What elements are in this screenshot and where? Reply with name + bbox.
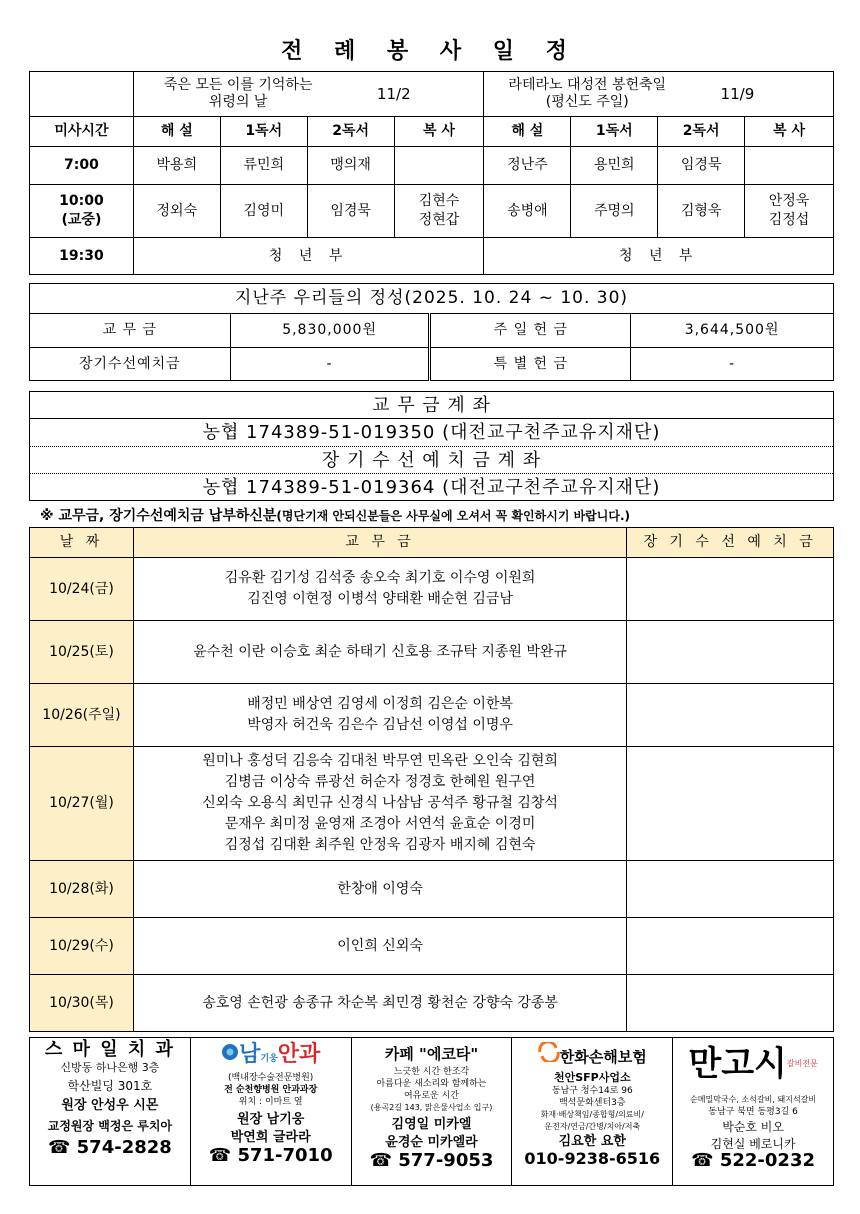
offering-value: 3,644,500원 <box>631 314 834 348</box>
offering-title: 지난주 우리들의 정성(2025. 10. 24 ~ 10. 30) <box>30 284 834 314</box>
header-reading2-2: 2독서 <box>658 117 745 147</box>
feast-1-line2: 위령의 날 <box>208 94 268 110</box>
ad-line: 원장 남기웅 <box>237 1112 305 1127</box>
donor-line: 박영자 허건욱 김은수 김남선 이영섭 이명우 <box>247 717 513 733</box>
donor-repair-cell <box>627 684 834 747</box>
donor-date: 10/30(목) <box>30 975 134 1032</box>
ad-line: 김요한 요한 <box>558 1134 626 1149</box>
cell <box>394 147 484 185</box>
donor-repair-cell <box>627 861 834 918</box>
ad-phone: ☎ 577-9053 <box>369 1150 494 1171</box>
cell: 정난주 <box>484 147 571 185</box>
cell <box>745 147 834 185</box>
ad-insurance <box>512 1038 673 1186</box>
ad-eye-clinic <box>190 1038 351 1186</box>
notice-sub: (명단기재 안되신분들은 사무실에 오셔서 꼭 확인하시기 바랍니다.) <box>276 509 631 523</box>
ad-smile-dental <box>30 1038 191 1186</box>
donor-date: 10/29(수) <box>30 918 134 975</box>
ad-line: 동남구 청수14로 96 <box>551 1086 633 1096</box>
ad-line: 김영일 미카엘 <box>391 1117 472 1132</box>
offering-label: 장기수선예치금 <box>30 348 231 381</box>
ad-name: 카페 "에코타" <box>384 1045 479 1063</box>
corner-cell <box>30 72 134 117</box>
donor-line: 윤수천 이란 이승호 최순 하태기 신호용 조규탁 지종원 박완규 <box>193 643 567 660</box>
ad-line: 동남구 북면 동평3길 6 <box>708 1107 798 1117</box>
cell: 송병애 <box>484 185 571 238</box>
youth-left: 청 년 부 <box>133 238 484 275</box>
donor-line: 김진영 이현정 이병석 양태환 배순현 김금남 <box>247 591 513 607</box>
donor-line: 송호영 손헌광 송종규 차순복 최민경 황천순 강향숙 강종봉 <box>202 994 558 1011</box>
cell: 맹의재 <box>307 147 394 185</box>
account-number-2: 농협 174389-51-019364 (대전교구천주교유지재단) <box>30 474 834 501</box>
time-10-main: 10:00 <box>59 193 104 209</box>
feast-2-line2: (평신도 주일) <box>545 94 629 110</box>
offering-value: 5,830,000원 <box>230 314 430 348</box>
cell <box>745 185 834 238</box>
cell-line: 정현갑 <box>418 212 460 228</box>
donor-line: 신외숙 오용식 최민규 신경식 나삼남 공석주 황규철 김창석 <box>202 795 558 811</box>
feast-1 <box>133 72 484 117</box>
cell: 주명의 <box>571 185 658 238</box>
feast-1-line1: 죽은 모든 이를 기억하는 <box>163 77 313 93</box>
ad-line: 화재·배상책임/종합형/의료비/ <box>540 1110 644 1119</box>
donor-header-date: 날 짜 <box>30 528 134 558</box>
ad-line: 순메밀막국수, 소석갈비, 돼지석갈비 <box>690 1095 817 1104</box>
ad-logo <box>512 1042 672 1070</box>
donor-line: 김병금 이상숙 류광선 허순자 정경호 한혜원 원구연 <box>224 774 536 790</box>
cell-line: 안정욱 <box>768 193 810 209</box>
offering-label: 특 별 헌 금 <box>430 348 631 381</box>
time-1930: 19:30 <box>30 238 134 275</box>
cell: 임경묵 <box>658 147 745 185</box>
donor-table <box>29 527 834 1032</box>
donor-repair-cell <box>627 621 834 684</box>
ad-name: 스 마 일 치 과 <box>44 1039 175 1060</box>
time-10-sub: (교중) <box>61 212 102 228</box>
ad-name: 만고시 <box>688 1044 787 1084</box>
donor-date: 10/26(주일) <box>30 684 134 747</box>
donor-line: 원미나 홍성덕 김응숙 김대천 박무연 민옥란 오인숙 김현희 <box>202 753 558 769</box>
ad-logo-b: 기웅 <box>260 1054 278 1064</box>
ad-restaurant <box>673 1038 834 1186</box>
cell-line: 김정섭 <box>768 212 810 228</box>
header-mass-time: 미사시간 <box>30 117 134 147</box>
ad-phone: ☎ 574-2828 <box>47 1137 172 1158</box>
cell: 김형욱 <box>658 185 745 238</box>
donor-line: 한창애 이영숙 <box>337 880 423 897</box>
ad-phone: ☎ 571-7010 <box>208 1145 333 1166</box>
offering-label: 교 무 금 <box>30 314 231 348</box>
offering-value: - <box>230 348 430 381</box>
time-10 <box>30 185 134 238</box>
cell: 용민희 <box>571 147 658 185</box>
header-commentary: 해 설 <box>133 117 220 147</box>
accounts-table <box>29 391 834 501</box>
header-commentary-2: 해 설 <box>484 117 571 147</box>
ad-logo-c: 안과 <box>277 1042 321 1067</box>
donor-repair-cell <box>627 975 834 1032</box>
header-reading2: 2독서 <box>307 117 394 147</box>
donor-names <box>133 747 626 861</box>
ad-line: (용곡2길 143, 맑은물사업소 입구) <box>370 1103 493 1112</box>
ad-logo-a: 남 <box>239 1042 261 1067</box>
donor-names <box>133 684 626 747</box>
cell-line: 김현수 <box>418 193 460 209</box>
cell <box>394 185 484 238</box>
donor-date: 10/28(화) <box>30 861 134 918</box>
hanwha-logo-icon <box>538 1042 560 1070</box>
ad-line: 김현실 베로니카 <box>710 1137 796 1151</box>
ad-line: 교정원장 백정은 루치아 <box>47 1119 173 1133</box>
account-number-1: 농협 174389-51-019350 (대전교구천주교유지재단) <box>30 419 834 447</box>
ad-line: 학산빌딩 301호 <box>67 1079 153 1093</box>
header-server: 복 사 <box>394 117 484 147</box>
feast-2 <box>484 72 834 117</box>
youth-right: 청 년 부 <box>484 238 834 275</box>
donor-repair-cell <box>627 558 834 621</box>
donor-names <box>133 918 626 975</box>
ad-line: 여유로운 시간 <box>403 1091 459 1101</box>
offering-label: 주 일 헌 금 <box>430 314 631 348</box>
cell: 정외숙 <box>133 185 220 238</box>
ad-line: 전 순천향병원 안과과장 <box>224 1085 318 1095</box>
donor-line: 김유환 김기성 김석중 송오숙 최기호 이수영 이원희 <box>224 570 536 586</box>
donor-date: 10/27(월) <box>30 747 134 861</box>
donor-header-repair: 장 기 수 선 예 치 금 <box>627 528 834 558</box>
donor-names <box>133 621 626 684</box>
ad-line: 신방동 하나은행 3층 <box>60 1061 160 1074</box>
account-title-2: 장 기 수 선 예 치 금 계 좌 <box>30 447 834 474</box>
liturgy-schedule-table <box>29 71 834 275</box>
donor-date: 10/24(금) <box>30 558 134 621</box>
ad-line: 천안SFP사업소 <box>553 1071 631 1084</box>
feast-2-date: 11/9 <box>720 84 755 103</box>
ad-phone: ☎ 522-0232 <box>691 1150 816 1171</box>
ad-logo <box>673 1042 833 1094</box>
page-title: 전 례 봉 사 일 정 <box>281 39 579 64</box>
ad-logo <box>191 1042 351 1072</box>
header-server-2: 복 사 <box>745 117 834 147</box>
ad-cafe <box>351 1038 512 1186</box>
ad-line: 윤경순 미카엘라 <box>385 1135 478 1150</box>
notice <box>40 505 630 525</box>
ad-line: 백석문화센터3층 <box>558 1098 626 1108</box>
ad-line: 원장 안성우 시몬 <box>61 1098 159 1113</box>
donor-names <box>133 558 626 621</box>
ad-line: (백내장수술전문병원) <box>228 1073 314 1083</box>
donor-header-tithe: 교 무 금 <box>133 528 626 558</box>
ad-tag: 갈비전문 <box>786 1059 818 1068</box>
donor-line: 김정섭 김대환 최주원 안정욱 김광자 배지혜 김현숙 <box>224 837 536 853</box>
ad-line: 운전자/연금/간병/치아/저축 <box>544 1122 641 1131</box>
donor-date: 10/25(토) <box>30 621 134 684</box>
cell: 임경묵 <box>307 185 394 238</box>
feast-1-date: 11/2 <box>376 84 411 103</box>
header-reading1: 1독서 <box>220 117 307 147</box>
donor-line: 이인희 신외숙 <box>337 937 423 954</box>
ad-line: 박연희 글라라 <box>230 1130 311 1145</box>
ad-line: 아름다운 새소리와 함께하는 <box>376 1079 487 1089</box>
ad-line: 느긋한 시간 한조각 <box>393 1067 470 1077</box>
donor-repair-cell <box>627 747 834 861</box>
ad-line: 박순호 비오 <box>722 1120 784 1134</box>
cell: 박용희 <box>133 147 220 185</box>
donor-line: 문재우 최미정 윤영재 조경아 서연석 윤효순 이경미 <box>224 816 536 832</box>
time-7: 7:00 <box>30 147 134 185</box>
offering-table <box>29 283 834 381</box>
donor-line: 배정민 배상연 김영세 이정희 김은순 이한복 <box>247 696 513 712</box>
header-reading1-2: 1독서 <box>571 117 658 147</box>
cell: 류민희 <box>220 147 307 185</box>
notice-main: ※ 교무금, 장기수선예치금 납부하신분 <box>40 508 277 524</box>
ad-name: 한화손해보험 <box>559 1048 647 1066</box>
donor-repair-cell <box>627 918 834 975</box>
offering-value: - <box>631 348 834 381</box>
donor-names <box>133 861 626 918</box>
account-title-1: 교 무 금 계 좌 <box>30 392 834 419</box>
ad-phone: 010-9238-6516 <box>524 1149 661 1168</box>
ad-line: 위치 : 이마트 옆 <box>238 1097 303 1107</box>
feast-2-line1: 라테라노 대성전 봉헌축일 <box>508 77 667 93</box>
eye-logo-icon <box>221 1042 239 1068</box>
donor-names <box>133 975 626 1032</box>
cell: 김영미 <box>220 185 307 238</box>
sponsor-ads <box>29 1037 834 1186</box>
